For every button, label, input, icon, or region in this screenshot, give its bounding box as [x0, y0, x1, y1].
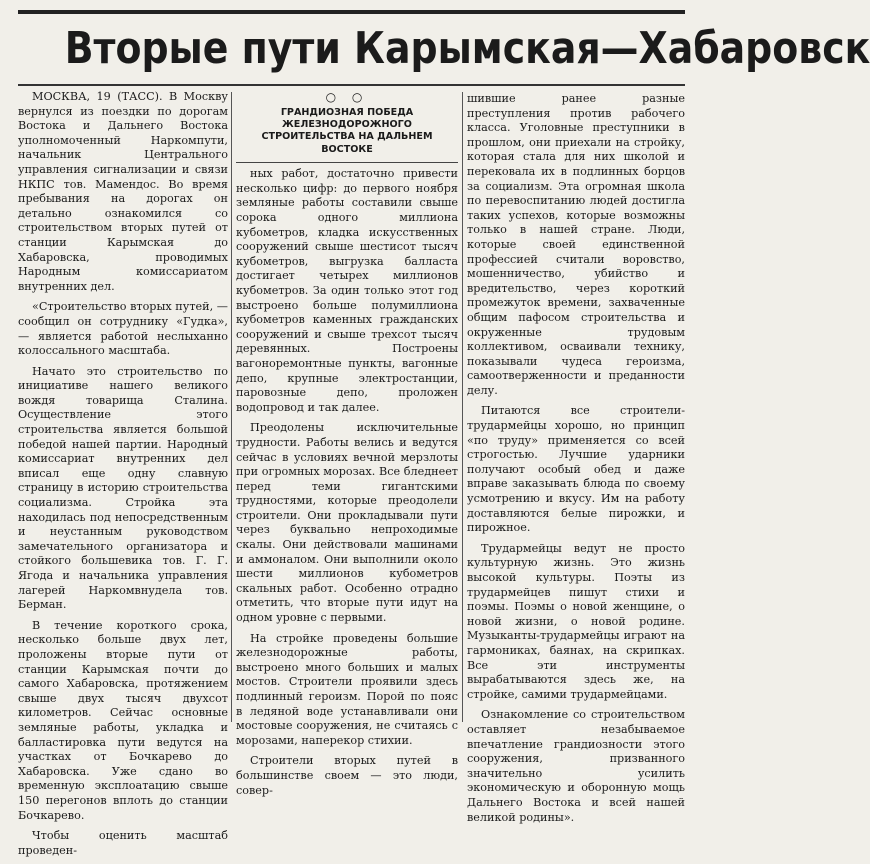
paragraph: МОСКВА, 19 (ТАСС). В Москву вернулся из поездки по дорогам Востока и Дальнего Востока уполномоченный Наркомпути, начальник Центрального управления сигнализации и связи НКПС тов. Мамендос. Во время пребывания на дорогах он детально ознакомился со строительством вторых путей от станции Карымская до Хабаровска, проводимых Народным комиссариатом внутренних дел. [18, 90, 228, 293]
headline-rule [18, 84, 685, 86]
subheadline: ГРАНДИОЗНАЯ ПОБЕДА ЖЕЛЕЗНОДОРОЖНОГО СТРОИТЕЛЬСТВА НА ДАЛЬНЕМ ВОСТОКЕ [261, 106, 433, 155]
paragraph: шившие ранее разные преступления против рабочего класса. Уголовные преступники в прошлом, они приехали на стройку, которая стала для них школой и перековала их в подлинных борцов за социализм. Эта огромная школа по перевоспитанию людей достигла таких успехов, которые возможны только в нашей стране. Люди, которые своей единственной профессией считали воровство, мошенничество, убийство и вредительство, через короткий промежуток времени, захваченные общим пафосом строительства и окруженные трудовым коллективом, осваивали технику, показывали чудеса героизма, самоотверженности и преданности делу. [467, 92, 685, 397]
paragraph: Преодолены исключительные трудности. Работы велись и ведутся сейчас в условиях вечной мерзлоты при огромных морозах. Все бледнеет перед теми гигантскими трудностями, которые преодолели строители. Они прокладывали пути через буквально непроходимые скалы. Они действовали машинами и аммоналом. Они выполнили около шести миллионов кубометров скальных работ. Особенно отрадно отметить, что вторые пути идут на одном уровне с первыми. [236, 421, 458, 625]
article-column-1 [18, 90, 228, 864]
headline: Вторые пути Карымская—Хабаровск [64, 23, 870, 74]
paragraph: ных работ, достаточно привести несколько цифр: до первого ноября земляные работы составили свыше сорока одного миллиона кубометров, кладка искусственных сооружений свыше шестисот тысяч кубометров, выгрузка балласта достигает четырех миллионов кубометров. За один только этот год выстроено больше полумиллиона кубометров каменных гражданских сооружений и свыше трехсот тысяч деревянных. Построены вагоноремонтные пункты, вагонные депо, крупные электростанции, паровозные депо, проложен водопровод и так далее. [236, 167, 458, 414]
paragraph: В течение короткого срока, несколько больше двух лет, проложены вторые пути от станции Карымская почти до самого Хабаровска, протяжением свыше двух тысяч двухсот километров. Сейчас основные земляные работы, укладка и балластировка пути ведутся на участках от Бочкарево до Хабаровска. Уже сдано во временную эксплоатацию свыше 150 перегонов вплоть до станции Бочкарево. [18, 618, 228, 822]
paragraph: Ознакомление со строительством оставляет незабываемое впечатление грандиозности этого сооружения, призванного значительно усилить экономическую и оборонную мощь Дальнего Востока и всей нашей великой родины». [467, 708, 685, 824]
top-rule [18, 10, 685, 14]
column-divider [231, 92, 232, 722]
paragraph: Трудармейцы ведут не просто культурную жизнь. Это жизнь высокой культуры. Поэты из трудармейцев пишут стихи и поэмы. Поэмы о новой женщине, о новой жизни, о новой родине. Музыканты-трудармейцы играют на гармониках, баянах, на скрипках. Все эти инструменты вырабатываются здесь же, на стройке, самими трудармейцами. [467, 541, 685, 701]
paragraph: Начато это строительство по инициативе нашего великого вождя товарища Сталина. Осуществление этого строительства является большой победой нашей партии. Народный комиссариат внутренних дел вписал еще одну славную страницу в историю строительства социализма. Стройка эта находилась под непосредственным и неустанным руководством замечательного организатора и стойкого большевика тов. Г. Г. Ягода и начальника управления лагерей Наркомвнудела тов. Берман. [18, 364, 228, 612]
article-column-2 [236, 90, 458, 804]
ornament: ○ ○ [325, 90, 369, 104]
paragraph: Строители вторых путей в большинстве своем — это люди, совер- [236, 754, 458, 797]
article-column-3 [467, 92, 685, 831]
subhead-rule [236, 162, 458, 163]
paragraph: Питаются все строители-трудармейцы хорошо, но принцип «по труду» применяется со всей строгостью. Лучшие ударники получают особый обед и даже вправе заказывать блюда по своему усмотрению и вкусу. Им на работу доставляются белые пирожки, и пирожное. [467, 404, 685, 535]
paragraph: «Строительство вторых путей, — сообщил он сотруднику «Гудка», — является работой неслыханно колоссального масштаба. [18, 300, 228, 358]
paragraph: Чтобы оценить масштаб проведен- [18, 829, 228, 857]
paragraph: На стройке проведены большие железнодорожные работы, выстроено много больших и малых мостов. Строители проявили здесь подлинный героизм. Порой по пояс в ледяной воде устанавливали они мостовые сооружения, не считаясь с морозами, наперекор стихии. [236, 631, 458, 747]
column-divider [462, 92, 463, 722]
